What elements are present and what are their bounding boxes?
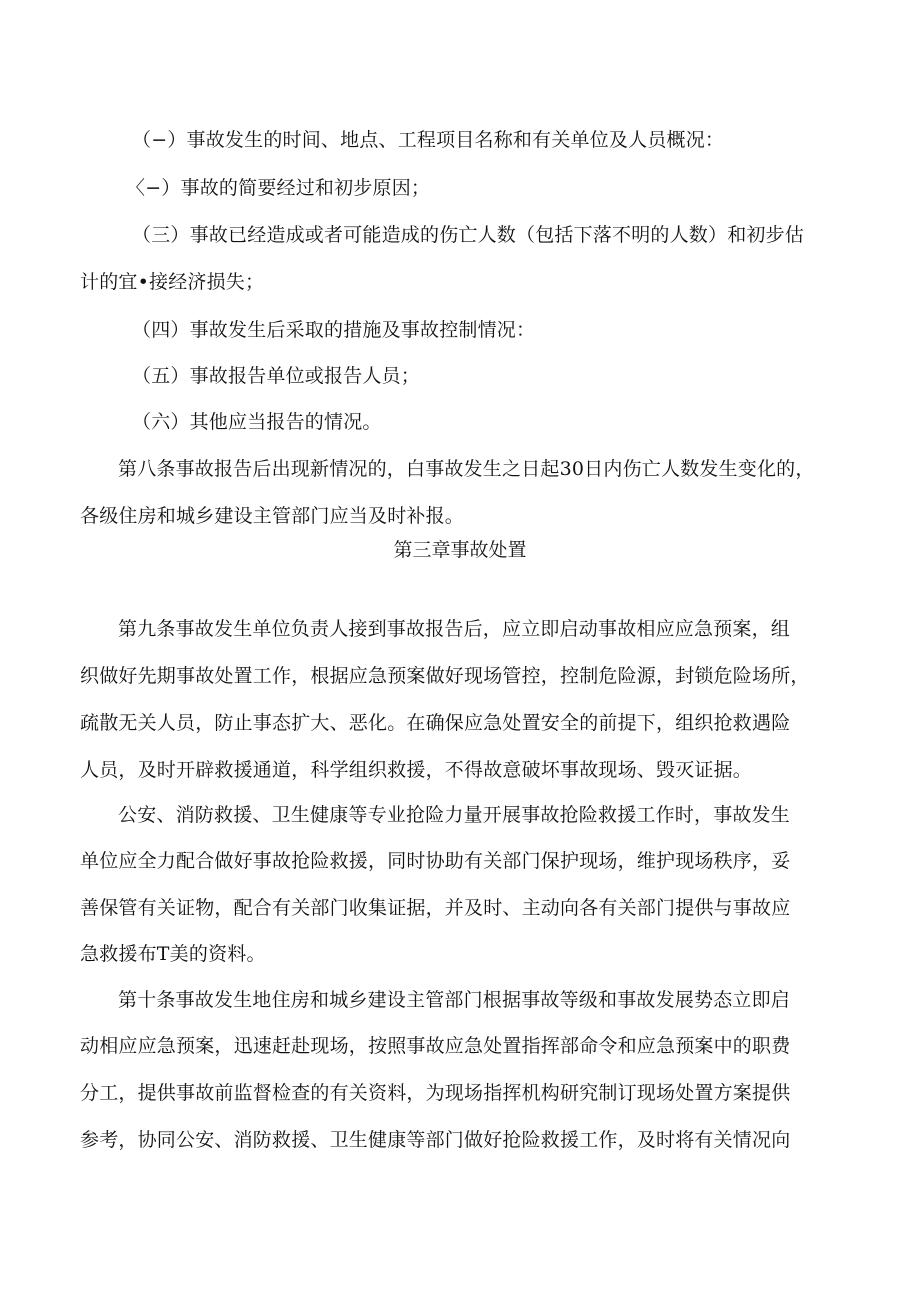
text-line-article-10-cont-3: 参考，协同公安、消防救援、卫生健康等部门做好抢险救援工作，及时将有关情况向 (80, 1129, 791, 1151)
text-line-article-9-cont-3: 人员，及时开辟救援通道，科学组织救援，不得故意破坏事故现场、毁灭证据。 (80, 759, 753, 781)
text-line-rescue-cont-1: 单位应全力配合做好事故抢险救援，同时协助有关部门保护现场，维护现场秩序，妥 (80, 850, 791, 872)
text-line-article-10-cont-2: 分工，提供事故前监督检查的有关资料，为现场指挥机构研究制订现场处置方案提供 (80, 1082, 791, 1104)
text-line-item-4: （四）事故发生后采取的措施及事故控制情况： (132, 319, 536, 341)
text-line-article-8-cont: 各级住房和城乡建设主管部门应当及时补报。 (80, 505, 465, 527)
text-line-article-10: 第十条事故发生地住房和城乡建设主管部门根据事故等级和事故发展势态立即启 (118, 989, 791, 1011)
text-line-rescue-cont-2: 善保管有关证物，配合有关部门收集证据，并及时、主动向各有关部门提供与事故应 (80, 897, 791, 919)
text-line-item-3: （三）事故已经造成或者可能造成的伤亡人数（包括下落不明的人数）和初步估 (132, 224, 805, 246)
text-line-article-9-cont-2: 疏散无关人员，防止事态扩大、恶化。在确保应急处置安全的前提下，组织抢救遇险 (80, 712, 791, 734)
text-line-item-1: （−）事故发生的时间、地点、工程项目名称和有关单位及人员概况： (132, 129, 725, 151)
text-line-article-9: 第九条事故发生单位负责人接到事故报告后，应立即启动事故相应应急预案，组 (118, 618, 791, 640)
text-line-item-2: 〈−）事故的简要经过和初步原因； (126, 177, 431, 199)
text-line-item-5: （五）事故报告单位或报告人员； (132, 365, 421, 387)
text-line-item-3-cont: 计的宜•接经济损失； (80, 271, 265, 293)
text-line-rescue-paragraph: 公安、消防救援、卫生健康等专业抢险力量开展事故抢险救援工作时，事故发生 (118, 804, 791, 826)
text-line-article-8: 第八条事故报告后出现新情况的，白事故发生之日起30日内伤亡人数发生变化的， (118, 458, 815, 480)
text-line-article-10-cont-1: 动相应应急预案，迅速赶赴现场，按照事故应急处置指挥部命令和应急预案中的职费 (80, 1035, 791, 1057)
text-line-article-9-cont-1: 织做好先期事故处置工作，根据应急预案做好现场管控，控制危险源，封锁危险场所， (80, 665, 810, 687)
text-line-rescue-cont-3: 急救援布T美的资料。 (80, 943, 266, 965)
text-line-item-6: （六）其他应当报告的情况。 (132, 411, 382, 433)
chapter-heading: 第三章事故处置 (393, 539, 527, 561)
